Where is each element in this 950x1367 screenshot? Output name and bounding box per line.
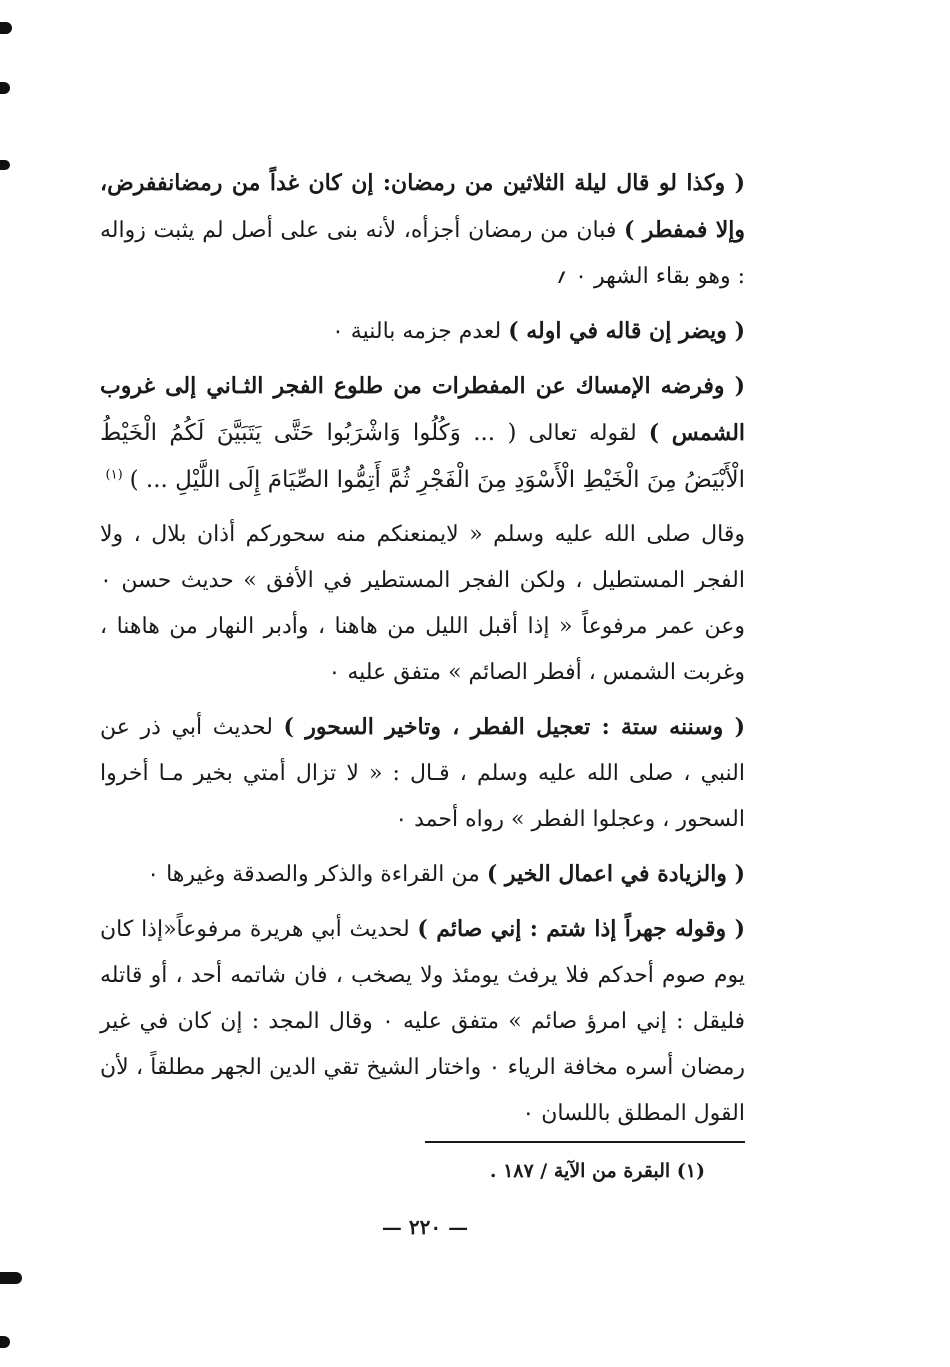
- matn-text: ( ويضر إن قاله في اوله ): [508, 318, 745, 344]
- page-body: [100, 160, 745, 1145]
- scan-edge-mark: [0, 1272, 22, 1284]
- paragraph-fasting-obligation: [100, 363, 745, 504]
- scan-edge-mark: [0, 82, 10, 94]
- sharh-text: من القراءة والذكر والصدقة وغيرها ٠: [147, 862, 480, 887]
- scan-edge-mark: [0, 22, 12, 34]
- paragraph-intention: [100, 308, 745, 355]
- matn-text: ( وكذا لو قال ليلة الثلاثين من رمضان: إن كان غداً من رمضانففرض، وإلا فمفطر ): [100, 170, 745, 243]
- sharh-text: لحديث أبي هريرة مرفوعاً«إذا كان يوم صوم أحدكم فلا يرفث يومئذ ولا يصخب ، فان شاتمه أحد ، أو قاتله فليقل : إني امرؤ صائم » متفق عليه ٠ وقال المجد : إن كان في غير رمضان أسره مخافة الرياء ٠ واختار الشيخ تقي الدين الجهر مطلقاً ، لأن القول المطلق باللسان ٠: [100, 917, 746, 1126]
- paragraph-ramadan-doubt: [100, 160, 745, 300]
- matn-text: ( وسننه ستة : تعجيل الفطر ، وتاخير السحور ): [283, 714, 746, 740]
- scan-edge-mark: [0, 1336, 10, 1348]
- matn-text: ( والزيادة في اعمال الخير ): [486, 861, 745, 887]
- sharh-text: لعدم جزمه بالنية ٠: [331, 319, 502, 344]
- sharh-text: لحديث أبي ذر عن النبي ، صلى الله عليه وسلم ، قـال : « لا تزال أمتي بخير مـا أخروا السحور ، وعجلوا الفطر » رواه أحمد ٠: [100, 715, 745, 832]
- matn-text: ( وقوله جهراً إذا شتم : إني صائم ): [417, 916, 745, 942]
- footnote-divider: [425, 1141, 745, 1143]
- sharh-text: فبان من رمضان أجزأه، لأنه بنى على أصل لم يثبت زواله : وهو بقاء الشهر ٠ ؍: [100, 218, 745, 289]
- footnote: (١) البقرة من الآية / ١٨٧ .: [489, 1160, 705, 1182]
- page-number: — ٢٢٠ —: [381, 1215, 469, 1239]
- paragraph-hadith-bilal: [100, 512, 745, 696]
- quran-verse: ( ... وَكُلُوا وَاشْرَبُوا حَتَّى يَتَبَيَّنَ لَكُمُ الْخَيْطُ الْأَبْيَضُ مِنَ الْخَيْطِ الْأَسْوَدِ مِنَ الْفَجْرِ ثُمَّ أَتِمُّوا الصِّيَامَ إِلَى اللَّيْلِ ... ): [100, 420, 745, 493]
- paragraph-good-deeds: [100, 851, 745, 898]
- footnote-reference: (١): [105, 467, 123, 483]
- sharh-text: وقال صلى الله عليه وسلم « لايمنعنكم منه سحوركم أذان بلال ، ولا الفجر المستطيل ، ولكن الفجر المستطير في الأفق » حديث حسن ٠ وعن عمر مرفوعاً « إذا أقبل الليل من هاهنا ، وأدبر النهار من هاهنا ، وغربت الشمس ، أفطر الصائم » متفق عليه ٠: [100, 522, 745, 685]
- scan-edge-mark: [0, 160, 10, 170]
- paragraph-saying-fasting: [100, 906, 745, 1137]
- matn-text: ( وفرضه الإمساك عن المفطرات من طلوع الفجر الثـاني إلى غروب الشمس ): [100, 373, 746, 446]
- paragraph-sunan: [100, 704, 745, 843]
- sharh-text: لقوله تعالى: [528, 421, 637, 446]
